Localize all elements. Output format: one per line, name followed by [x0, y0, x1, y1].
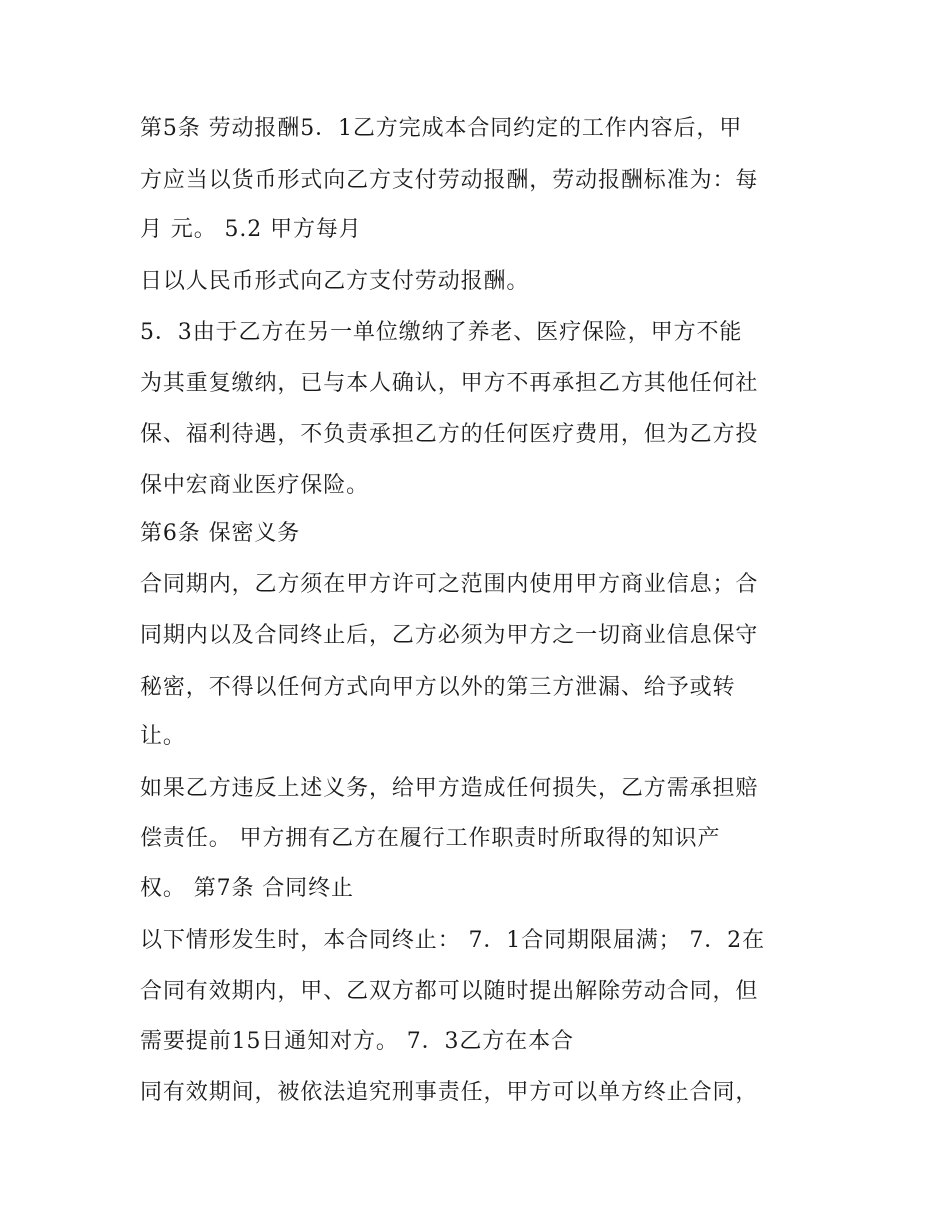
- text-line: 让。: [140, 724, 186, 749]
- section-heading: 第6条 保密义务: [140, 521, 301, 546]
- text-line: 如果乙方违反上述义务，给甲方造成任何损失，乙方需承担赔: [140, 776, 759, 801]
- text-line: 日以人民币形式向乙方支付劳动报酬。: [140, 269, 530, 294]
- text-line: 方应当以货币形式向乙方支付劳动报酬，劳动报酬标准为：每: [140, 168, 759, 193]
- text-line: 同有效期间，被依法追究刑事责任，甲方可以单方终止合同，: [140, 1080, 759, 1105]
- text-line: 月 元。 5.2 甲方每月: [140, 217, 362, 242]
- text-line: 合同期内，乙方须在甲方许可之范围内使用甲方商业信息；合: [140, 572, 759, 597]
- text-line: 5．3由于乙方在另一单位缴纳了养老、医疗保险，甲方不能: [140, 320, 743, 345]
- text-line: 以下情形发生时，本合同终止： 7．1合同期限届满； 7．2在: [140, 928, 765, 953]
- text-line: 合同有效期内，甲、乙双方都可以随时提出解除劳动合同，但: [140, 979, 759, 1004]
- text-line: 偿责任。 甲方拥有乙方在履行工作职责时所取得的知识产: [140, 826, 721, 851]
- text-line: 秘密，不得以任何方式向甲方以外的第三方泄漏、给予或转: [140, 675, 736, 700]
- text-line: 权。 第7条 合同终止: [140, 876, 354, 901]
- text-line: 需要提前15日通知对方。 7．3乙方在本合: [140, 1029, 574, 1054]
- text-line: 保、福利待遇，不负责承担乙方的任何医疗费用，但为乙方投: [140, 422, 759, 447]
- text-line: 同期内以及合同终止后，乙方必须为甲方之一切商业信息保守: [140, 623, 759, 648]
- text-line: 第5条 劳动报酬5．1乙方完成本合同约定的工作内容后，甲: [140, 116, 743, 141]
- text-line: 保中宏商业医疗保险。: [140, 473, 370, 498]
- text-line: 为其重复缴纳，已与本人确认，甲方不再承担乙方其他任何社: [140, 371, 759, 396]
